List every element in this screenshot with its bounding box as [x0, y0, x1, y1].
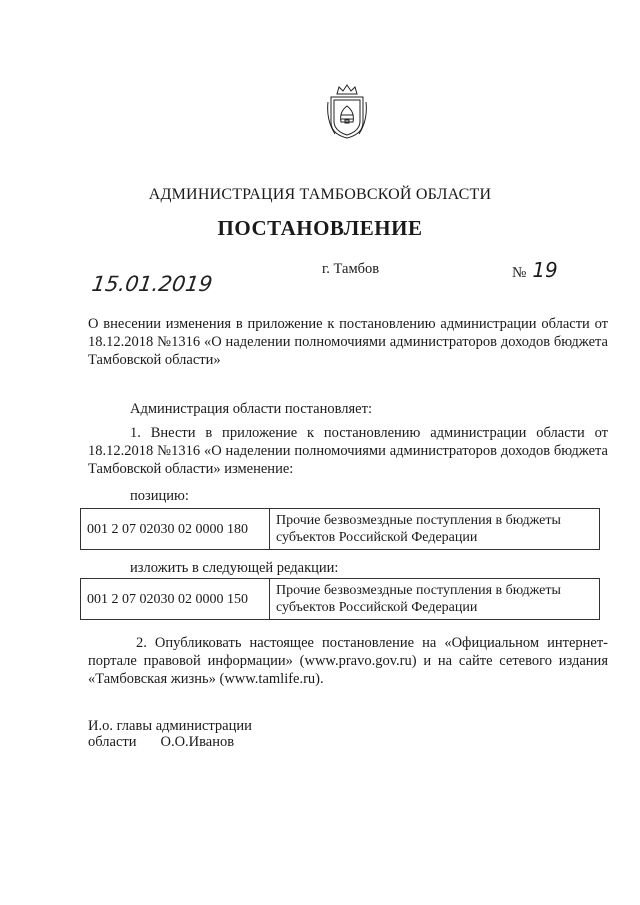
- budget-code-cell: 001 2 07 02030 02 0000 180: [81, 509, 270, 550]
- table-row: [81, 509, 600, 550]
- tambov-coat-of-arms-icon: [325, 82, 369, 140]
- document-date: 15.01.2019: [90, 272, 214, 296]
- item-2: 2. Опубликовать настоящее постановление на «Официальном интернет-портале правовой информации» (www.pravo.gov.ru) и на сайте сетевого издания «Тамбовская жизнь» (www.tamlife.ru).: [88, 635, 608, 687]
- item-1: 1. Внести в приложение к постановлению администрации области от 18.12.2018 №1316 «О наделении полномочиями администраторов доходов бюджета Тамбовской области» изменение:: [88, 425, 608, 477]
- budget-text-cell: Прочие безвозмездные поступления в бюджеты субъектов Российской Федерации: [270, 579, 600, 620]
- signatory-name: О.О.Иванов: [160, 734, 235, 750]
- position-label: позицию:: [130, 488, 189, 504]
- document-subject: О внесении изменения в приложение к постановлению администрации области от 18.12.2018 №1316 «О наделении полномочиями администраторов доходов бюджета Тамбовской области»: [88, 316, 608, 368]
- budget-code-cell: 001 2 07 02030 02 0000 150: [81, 579, 270, 620]
- old-position-table: [80, 508, 600, 550]
- signatory-title: И.о. главы администрации: [88, 718, 252, 734]
- number-prefix: №: [512, 265, 527, 281]
- table-row: [81, 579, 600, 620]
- preamble: Администрация области постановляет:: [130, 401, 372, 417]
- document-city: г. Тамбов: [322, 261, 380, 277]
- new-position-table: [80, 578, 600, 620]
- number-value: 19: [532, 258, 558, 282]
- document-number: [512, 258, 558, 282]
- organization-name: АДМИНИСТРАЦИЯ ТАМБОВСКОЙ ОБЛАСТИ: [148, 186, 492, 203]
- signatory-line: [88, 734, 234, 751]
- redaction-label: изложить в следующей редакции:: [130, 560, 339, 576]
- document-type: ПОСТАНОВЛЕНИЕ: [217, 216, 423, 240]
- budget-text-cell: Прочие безвозмездные поступления в бюджеты субъектов Российской Федерации: [270, 509, 600, 550]
- signatory-title-continued: области: [88, 734, 137, 750]
